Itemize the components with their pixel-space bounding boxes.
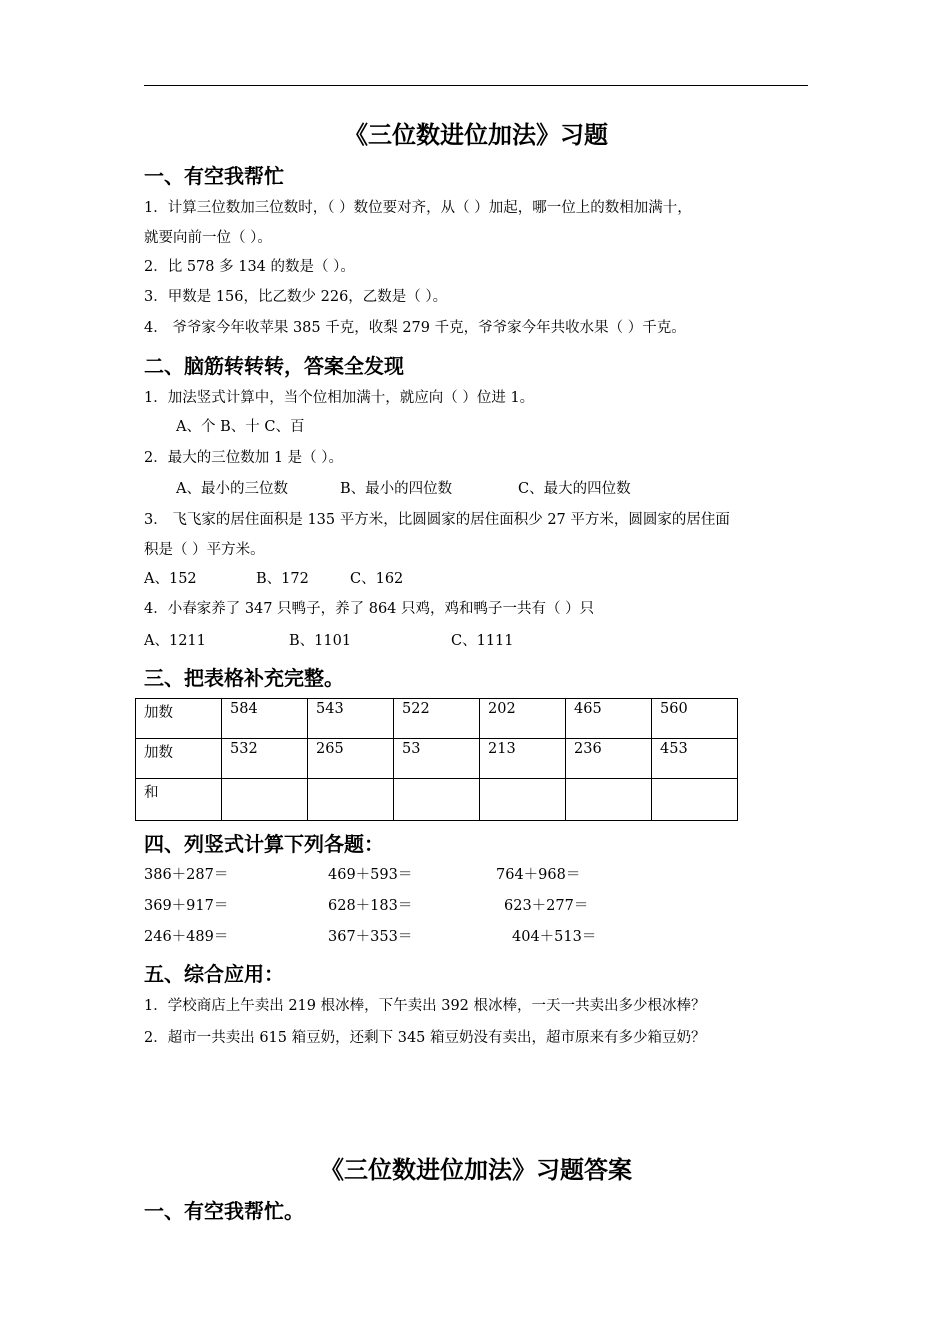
s2-question-3-option-a: A、152 bbox=[144, 571, 197, 587]
table-cell: 465 bbox=[566, 699, 652, 739]
table-row bbox=[136, 699, 738, 739]
s2-question-2-option-c: C、最大的四位数 bbox=[518, 481, 631, 497]
table-cell: 53 bbox=[394, 739, 480, 779]
addition-table bbox=[135, 698, 738, 821]
equation: 404＋513＝ bbox=[512, 929, 597, 945]
s2-question-4-option-c: C、1111 bbox=[451, 633, 514, 649]
s2-question-4-option-b: B、1101 bbox=[289, 633, 352, 649]
equation: 369＋917＝ bbox=[144, 898, 229, 914]
table-cell: 532 bbox=[222, 739, 308, 779]
s2-question-1: 1．加法竖式计算中，当个位相加满十，就应向（ ）位进 1。 bbox=[144, 390, 535, 406]
s2-question-3-option-b: B、172 bbox=[256, 571, 309, 587]
s2-question-3a: 3． 飞飞家的居住面积是 135 平方米，比圆圆家的居住面积少 27 平方米，圆圆家的居住面 bbox=[144, 512, 730, 528]
table-cell: 和 bbox=[136, 779, 222, 821]
s1-question-1a: 1．计算三位数加三位数时，（ ）数位要对齐，从（ ）加起，哪一位上的数相加满十， bbox=[144, 200, 692, 216]
table-row bbox=[136, 739, 738, 779]
table-row bbox=[136, 779, 738, 821]
equation: 628＋183＝ bbox=[328, 898, 413, 914]
section-2-heading: 二、脑筋转转转，答案全发现 bbox=[144, 354, 404, 378]
equation: 764＋968＝ bbox=[496, 867, 581, 883]
s2-question-4: 4．小春家养了 347 只鸭子，养了 864 只鸡，鸡和鸭子一共有（ ）只 bbox=[144, 601, 595, 617]
table-cell bbox=[566, 779, 652, 821]
section-1-heading: 一、有空我帮忙 bbox=[144, 164, 284, 188]
equation: 386＋287＝ bbox=[144, 867, 229, 883]
table-cell: 265 bbox=[308, 739, 394, 779]
table-cell: 加数 bbox=[136, 699, 222, 739]
s2-question-4-option-a: A、1211 bbox=[144, 633, 206, 649]
s5-question-1: 1．学校商店上午卖出 219 根冰棒，下午卖出 392 根冰棒，一天一共卖出多少根冰棒？ bbox=[144, 998, 706, 1014]
s1-question-4: 4． 爷爷家今年收苹果 385 千克，收梨 279 千克，爷爷家今年共收水果（ ）千克。 bbox=[144, 320, 686, 336]
section-3-heading: 三、把表格补充完整。 bbox=[144, 666, 344, 690]
s2-question-2-option-b: B、最小的四位数 bbox=[340, 481, 453, 497]
page-title: 《三位数进位加法》习题 bbox=[344, 121, 608, 149]
section-5-heading: 五、综合应用： bbox=[144, 962, 284, 986]
table-cell: 236 bbox=[566, 739, 652, 779]
table-cell: 584 bbox=[222, 699, 308, 739]
answer-title: 《三位数进位加法》习题答案 bbox=[320, 1156, 632, 1184]
table-cell: 202 bbox=[480, 699, 566, 739]
equation: 623＋277＝ bbox=[504, 898, 589, 914]
equation: 469＋593＝ bbox=[328, 867, 413, 883]
table-cell bbox=[394, 779, 480, 821]
s1-question-1b: 就要向前一位（ ）。 bbox=[144, 230, 272, 246]
table-cell: 522 bbox=[394, 699, 480, 739]
equation: 367＋353＝ bbox=[328, 929, 413, 945]
table-cell bbox=[652, 779, 738, 821]
table-cell bbox=[480, 779, 566, 821]
equation: 246＋489＝ bbox=[144, 929, 229, 945]
table-cell: 560 bbox=[652, 699, 738, 739]
table-cell bbox=[222, 779, 308, 821]
header-rule bbox=[144, 85, 808, 86]
s2-question-3b: 积是（ ）平方米。 bbox=[144, 542, 265, 558]
s1-question-2: 2．比 578 多 134 的数是（ ）。 bbox=[144, 259, 355, 275]
table-cell: 543 bbox=[308, 699, 394, 739]
table-cell: 213 bbox=[480, 739, 566, 779]
table-cell: 453 bbox=[652, 739, 738, 779]
answer-section-1-heading: 一、有空我帮忙。 bbox=[144, 1199, 304, 1223]
s2-question-1-options: A、个 B、十 C、百 bbox=[176, 419, 305, 435]
s1-question-3: 3．甲数是 156，比乙数少 226，乙数是（ ）。 bbox=[144, 289, 448, 305]
s5-question-2: 2．超市一共卖出 615 箱豆奶，还剩下 345 箱豆奶没有卖出，超市原来有多少箱豆奶？ bbox=[144, 1030, 706, 1046]
s2-question-3-option-c: C、162 bbox=[350, 571, 404, 587]
section-4-heading: 四、列竖式计算下列各题： bbox=[144, 832, 384, 856]
s2-question-2-option-a: A、最小的三位数 bbox=[176, 481, 288, 497]
table-cell: 加数 bbox=[136, 739, 222, 779]
s2-question-2: 2．最大的三位数加 1 是（ ）。 bbox=[144, 450, 344, 466]
table-cell bbox=[308, 779, 394, 821]
